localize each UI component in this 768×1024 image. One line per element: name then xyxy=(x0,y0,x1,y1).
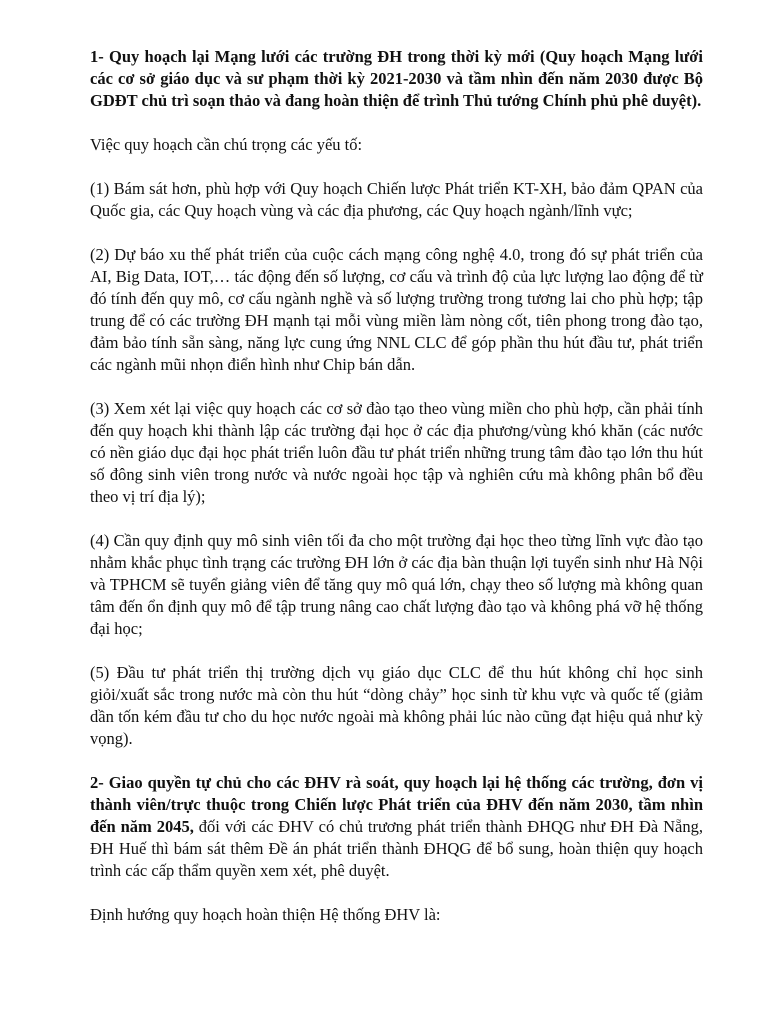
item-3-paragraph: (3) Xem xét lại việc quy hoạch các cơ sở đào tạo theo vùng miền cho phù hợp, cần phải tính đến quy hoạch khi thành lập các trường đại học ở các địa phương/vùng khó khăn (các nước có nền giáo dục đại học phát triển luôn đầu tư phát triển những trung tâm đào tạo lớn thu hút số đông sinh viên trong nước và nước ngoài học tập và nghiên cứu mà không phân bổ đều theo vị trí địa lý); xyxy=(90,399,703,506)
section-1-intro: Việc quy hoạch cần chú trọng các yếu tố: xyxy=(90,135,363,154)
item-4-paragraph: (4) Cần quy định quy mô sinh viên tối đa cho một trường đại học theo từng lĩnh vực đào tạo nhằm khắc phục tình trạng các trường ĐH lớn ở các địa bàn thuận lợi tuyển sinh như Hà Nội và TPHCM sẽ tuyển giảng viên để tăng quy mô quá lớn, chạy theo số lượng mà không quan tâm đến ổn định quy mô để tập trung nâng cao chất lượng đào tạo và không phá vỡ hệ thống đại học; xyxy=(90,531,703,638)
orientation-line: Định hướng quy hoạch hoàn thiện Hệ thống ĐHV là: xyxy=(90,905,441,924)
section-2-paragraph xyxy=(90,772,703,882)
section-1-heading: 1- Quy hoạch lại Mạng lưới các trường ĐH trong thời kỳ mới (Quy hoạch Mạng lưới các cơ sở giáo dục và sư phạm thời kỳ 2021-2030 và tầm nhìn đến năm 2030 được Bộ GDĐT chủ trì soạn thảo và đang hoàn thiện để trình Thủ tướng Chính phủ phê duyệt). xyxy=(90,47,703,110)
document-page xyxy=(90,46,703,948)
item-1-paragraph: (1) Bám sát hơn, phù hợp với Quy hoạch Chiến lược Phát triển KT-XH, bảo đảm QPAN của Quốc gia, các Quy hoạch vùng và các địa phương, các Quy hoạch ngành/lĩnh vực; xyxy=(90,179,703,220)
section-2-text: đối với các ĐHV có chủ trương phát triển thành ĐHQG như ĐH Đà Nẵng, ĐH Huế thì bám sát thêm Đề án phát triển thành ĐHQG để bổ sung, hoàn thiện quy hoạch trình các cấp thẩm quyền xem xét, phê duyệt. xyxy=(90,817,703,880)
item-5-paragraph: (5) Đầu tư phát triển thị trường dịch vụ giáo dục CLC để thu hút không chỉ học sinh giỏi/xuất sắc trong nước mà còn thu hút “dòng chảy” học sinh từ khu vực và quốc tế (giảm dần tốn kém đầu tư cho du học nước ngoài mà không phải lúc nào cũng đạt hiệu quả như kỳ vọng). xyxy=(90,663,703,748)
item-2-paragraph: (2) Dự báo xu thế phát triển của cuộc cách mạng công nghệ 4.0, trong đó sự phát triển của AI, Big Data, IOT,… tác động đến số lượng, cơ cấu và trình độ của lực lượng lao động để từ đó tính đến quy mô, cơ cấu ngành nghề và số lượng trường trong tương lai cho phù hợp; tập trung để có các trường ĐH mạnh tại mỗi vùng miền làm nòng cốt, tiên phong trong đào tạo, đảm bảo tính sẵn sàng, năng lực cung ứng NNL CLC để góp phần thu hút đầu tư, phát triển các ngành mũi nhọn điển hình như Chip bán dẫn. xyxy=(90,245,703,374)
section-2-heading: 2- Giao quyền tự chủ cho các ĐHV rà soát, quy hoạch lại hệ thống các trường, đơn vị thành viên/trực thuộc trong Chiến lược Phát triển của ĐHV đến năm 2030, tầm nhìn đến năm 2045, xyxy=(90,773,703,836)
